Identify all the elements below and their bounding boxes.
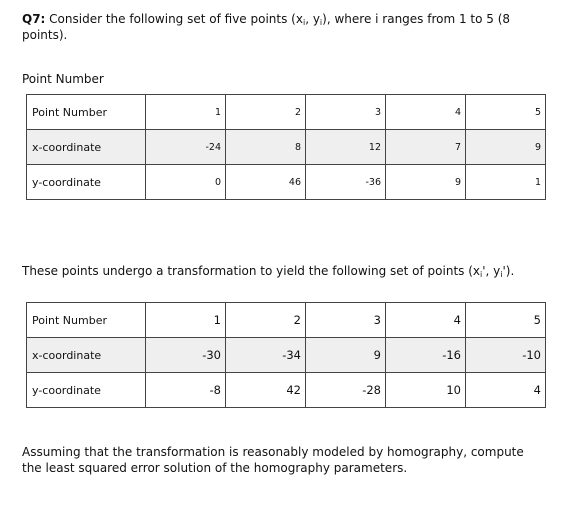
original-points-table (26, 94, 546, 200)
table-cell: 1 (466, 165, 546, 200)
subscript-i: i (500, 270, 503, 279)
table-cell: 3 (306, 303, 386, 338)
table-cell: 9 (306, 338, 386, 373)
row-label: x-coordinate (27, 338, 146, 373)
table-cell: 5 (466, 303, 546, 338)
table-cell: 10 (386, 373, 466, 408)
table-cell: 8 (226, 130, 306, 165)
table-row (27, 130, 546, 165)
table-cell: 5 (466, 95, 546, 130)
table-cell: 4 (386, 303, 466, 338)
question-text-b: , y (305, 12, 320, 26)
table-cell: -30 (146, 338, 226, 373)
table-cell: 7 (386, 130, 466, 165)
table-cell: 9 (386, 165, 466, 200)
table-cell: 9 (466, 130, 546, 165)
table-cell: -8 (146, 373, 226, 408)
table-cell: 4 (466, 373, 546, 408)
question-text-c: ), where i ranges from 1 to 5 (8 points). (22, 12, 511, 42)
row-label: Point Number (27, 303, 146, 338)
table-cell: 46 (226, 165, 306, 200)
question-prompt (22, 11, 552, 43)
row-label: y-coordinate (27, 373, 146, 408)
table-cell: -16 (386, 338, 466, 373)
transform-text-a: These points undergo a transformation to yield the following set of points (x (22, 264, 480, 278)
table-cell: 2 (226, 95, 306, 130)
subscript-i: i (319, 18, 323, 27)
table-caption: Point Number (22, 72, 104, 86)
table-cell: 3 (306, 95, 386, 130)
transformed-points-table (26, 302, 546, 408)
table-cell: -10 (466, 338, 546, 373)
table-row (27, 338, 546, 373)
row-label: x-coordinate (27, 130, 146, 165)
table-cell: 4 (386, 95, 466, 130)
table-row (27, 95, 546, 130)
question-number: Q7: (22, 12, 46, 26)
table-cell: 42 (226, 373, 306, 408)
table-cell: 1 (146, 95, 226, 130)
table-row (27, 165, 546, 200)
transform-text-c: '). (502, 264, 515, 278)
table-cell: 12 (306, 130, 386, 165)
transformation-description (22, 263, 552, 279)
table-row (27, 373, 546, 408)
row-label: Point Number (27, 95, 146, 130)
table-cell: 1 (146, 303, 226, 338)
table-row (27, 303, 546, 338)
table-cell: -24 (146, 130, 226, 165)
subscript-i: i (302, 18, 306, 27)
table-cell: 2 (226, 303, 306, 338)
table-cell: -36 (306, 165, 386, 200)
table-cell: 0 (146, 165, 226, 200)
table-cell: -28 (306, 373, 386, 408)
instruction-text: Assuming that the transformation is reasonably modeled by homography, compute the least squared error solution of the homography parameters. (22, 445, 524, 475)
question-text-a: Consider the following set of five points (x (45, 12, 303, 26)
transform-text-b: ', y (482, 264, 501, 278)
row-label: y-coordinate (27, 165, 146, 200)
table-cell: -34 (226, 338, 306, 373)
subscript-i: i (480, 270, 483, 279)
